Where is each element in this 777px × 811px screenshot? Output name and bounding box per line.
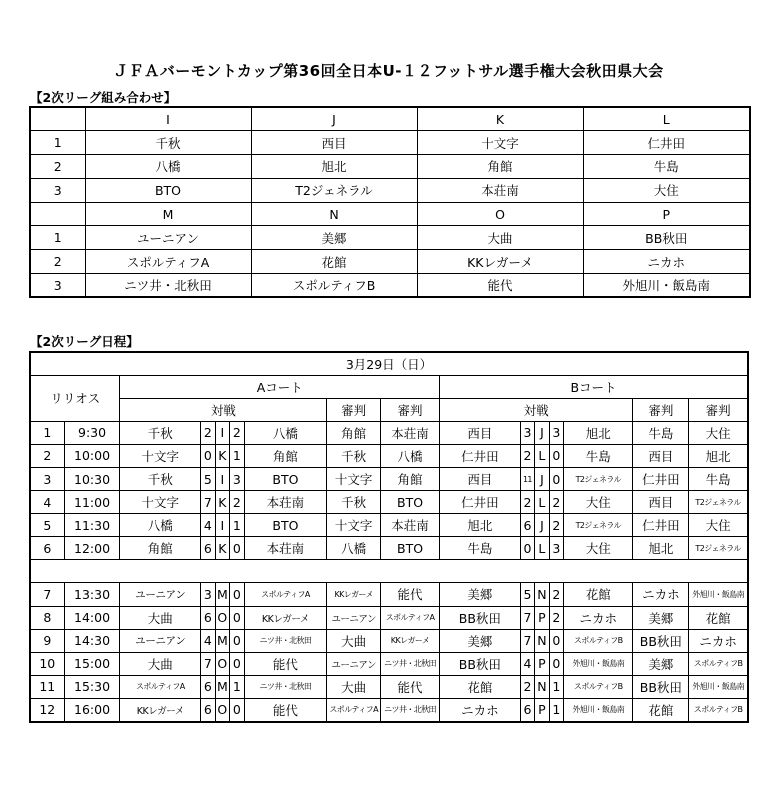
away-score: 1 (230, 675, 244, 698)
team-name: ニカホ (583, 250, 750, 274)
away-team: 外旭川・飯島南 (564, 652, 633, 675)
home-team: 大曲 (120, 606, 201, 629)
home-team: 西目 (440, 421, 521, 444)
group-letter: P (535, 698, 549, 721)
away-score: 2 (230, 421, 244, 444)
away-team: ニツ井・北秋田 (244, 675, 327, 698)
referee-1: 十文字 (327, 514, 381, 537)
home-score: 7 (201, 652, 215, 675)
group-row (30, 155, 750, 179)
group-letter: O (215, 606, 229, 629)
match-row (30, 698, 748, 721)
away-team: 大住 (564, 491, 633, 514)
home-team: 美郷 (440, 583, 521, 606)
referee-1: 花館 (633, 698, 689, 721)
referee-2: 本荘南 (381, 514, 440, 537)
home-team: 八橋 (120, 514, 201, 537)
home-score: 2 (201, 421, 215, 444)
home-team: 旭北 (440, 514, 521, 537)
match-number: 9 (30, 629, 64, 652)
referee-1: ユーニアン (327, 652, 381, 675)
referee-2: 能代 (381, 675, 440, 698)
group-letter: J (535, 421, 549, 444)
home-score: 3 (520, 421, 534, 444)
referee-2: 本荘南 (381, 421, 440, 444)
referee-1: ユーニアン (327, 606, 381, 629)
away-team: スポルティフB (564, 675, 633, 698)
match-number: 12 (30, 698, 64, 721)
referee-1: 西目 (633, 491, 689, 514)
court-b-match-header: 対戦 (440, 398, 633, 421)
away-score: 1 (549, 675, 563, 698)
home-team: 角館 (120, 537, 201, 560)
team-name: 八橋 (85, 155, 251, 179)
group-header: K (417, 107, 583, 131)
home-team: 仁井田 (440, 444, 521, 467)
referee-1: 美郷 (633, 606, 689, 629)
home-score: 11 (520, 467, 534, 490)
away-team: 大住 (564, 537, 633, 560)
venue-name: リリオス (30, 375, 120, 421)
away-team: 角館 (244, 444, 327, 467)
home-team: ユーニアン (120, 629, 201, 652)
team-name: ニツ井・北秋田 (85, 274, 251, 298)
referee-1: 仁井田 (633, 467, 689, 490)
referee-1: 角館 (327, 421, 381, 444)
away-team: スポルティフA (244, 583, 327, 606)
home-score: 5 (201, 467, 215, 490)
group-letter: M (215, 675, 229, 698)
referee-2: BTO (381, 491, 440, 514)
match-time: 10:00 (64, 444, 120, 467)
team-name: 牛島 (583, 155, 750, 179)
referee-1: 千秋 (327, 491, 381, 514)
schedule-table (29, 351, 749, 723)
referee-1: 仁井田 (633, 514, 689, 537)
team-name: スポルティフB (251, 274, 417, 298)
referee-2: 大住 (689, 421, 748, 444)
away-team: T2ジェネラル (564, 467, 633, 490)
group-header: P (583, 202, 750, 226)
away-score: 3 (549, 537, 563, 560)
group-header: N (251, 202, 417, 226)
home-score: 7 (520, 629, 534, 652)
team-name: BB秋田 (583, 226, 750, 250)
team-name: ユーニアン (85, 226, 251, 250)
away-team: 外旭川・飯島南 (564, 698, 633, 721)
away-score: 0 (549, 629, 563, 652)
group-letter: I (215, 514, 229, 537)
group-letter: K (215, 537, 229, 560)
group-header-row (30, 202, 750, 226)
match-number: 10 (30, 652, 64, 675)
referee-2: T2ジェネラル (689, 537, 748, 560)
referee-1: BB秋田 (633, 629, 689, 652)
home-score: 4 (201, 514, 215, 537)
team-name: T2ジェネラル (251, 178, 417, 202)
blank-cell (30, 202, 85, 226)
group-letter: L (535, 537, 549, 560)
referee-2: スポルティフB (689, 652, 748, 675)
away-score: 0 (549, 444, 563, 467)
group-header: O (417, 202, 583, 226)
away-score: 1 (230, 514, 244, 537)
match-time: 15:30 (64, 675, 120, 698)
away-score: 2 (230, 491, 244, 514)
team-name: 千秋 (85, 131, 251, 155)
away-score: 3 (230, 467, 244, 490)
match-row (30, 583, 748, 606)
referee-1: 千秋 (327, 444, 381, 467)
home-team: 牛島 (440, 537, 521, 560)
group-header: I (85, 107, 251, 131)
group-letter: N (535, 629, 549, 652)
match-number: 1 (30, 421, 64, 444)
away-team: 本荘南 (244, 537, 327, 560)
away-score: 0 (230, 606, 244, 629)
team-name: 本荘南 (417, 178, 583, 202)
match-number: 8 (30, 606, 64, 629)
referee-2: 大住 (689, 514, 748, 537)
match-row (30, 467, 748, 490)
match-row (30, 606, 748, 629)
team-name: 大曲 (417, 226, 583, 250)
away-score: 2 (549, 583, 563, 606)
team-name: スポルティフA (85, 250, 251, 274)
match-time: 14:00 (64, 606, 120, 629)
home-team: 千秋 (120, 421, 201, 444)
court-a-referee1-header: 審判 (327, 398, 381, 421)
away-team: 本荘南 (244, 491, 327, 514)
group-row (30, 131, 750, 155)
group-row (30, 178, 750, 202)
referee-2: T2ジェネラル (689, 491, 748, 514)
seed-number: 1 (30, 226, 85, 250)
group-letter: P (535, 652, 549, 675)
home-score: 0 (520, 537, 534, 560)
away-score: 0 (230, 652, 244, 675)
referee-1: 八橋 (327, 537, 381, 560)
home-score: 6 (520, 514, 534, 537)
court-a-header: Aコート (120, 375, 440, 398)
court-b-header: Bコート (440, 375, 748, 398)
match-time: 15:00 (64, 652, 120, 675)
group-header-row (30, 107, 750, 131)
match-time: 12:00 (64, 537, 120, 560)
home-score: 5 (520, 583, 534, 606)
match-row (30, 629, 748, 652)
away-score: 2 (549, 491, 563, 514)
referee-2: ニツ井・北秋田 (381, 698, 440, 721)
group-row (30, 226, 750, 250)
match-row (30, 491, 748, 514)
away-score: 0 (230, 629, 244, 652)
home-team: ユーニアン (120, 583, 201, 606)
referee-2: 牛島 (689, 467, 748, 490)
home-score: 0 (201, 444, 215, 467)
match-time: 9:30 (64, 421, 120, 444)
court-b-referee2-header: 審判 (689, 398, 748, 421)
seed-number: 1 (30, 131, 85, 155)
match-number: 5 (30, 514, 64, 537)
match-row (30, 514, 748, 537)
match-row (30, 444, 748, 467)
home-team: 西目 (440, 467, 521, 490)
group-header: L (583, 107, 750, 131)
home-team: スポルティフA (120, 675, 201, 698)
referee-2: ニツ井・北秋田 (381, 652, 440, 675)
seed-number: 2 (30, 155, 85, 179)
referee-2: 外旭川・飯島南 (689, 583, 748, 606)
seed-number: 2 (30, 250, 85, 274)
away-score: 2 (549, 606, 563, 629)
away-score: 0 (549, 467, 563, 490)
home-score: 7 (520, 606, 534, 629)
home-team: KKレガーメ (120, 698, 201, 721)
match-number: 7 (30, 583, 64, 606)
group-letter: N (535, 583, 549, 606)
away-team: 八橋 (244, 421, 327, 444)
league-section-title: 【2次リーグ組み合わせ】 (30, 90, 177, 105)
away-team: 能代 (244, 652, 327, 675)
match-number: 4 (30, 491, 64, 514)
referee-2: 花館 (689, 606, 748, 629)
referee-2: BTO (381, 537, 440, 560)
group-letter: K (215, 444, 229, 467)
match-row (30, 652, 748, 675)
group-letter: I (215, 467, 229, 490)
home-score: 4 (201, 629, 215, 652)
referee-1: 大曲 (327, 675, 381, 698)
referee-1: KKレガーメ (327, 583, 381, 606)
away-team: KKレガーメ (244, 606, 327, 629)
court-b-referee1-header: 審判 (633, 398, 689, 421)
referee-1: 美郷 (633, 652, 689, 675)
group-letter: L (535, 491, 549, 514)
away-team: BTO (244, 514, 327, 537)
away-score: 1 (549, 698, 563, 721)
referee-2: スポルティフA (381, 606, 440, 629)
match-time: 10:30 (64, 467, 120, 490)
team-name: 大住 (583, 178, 750, 202)
match-time: 11:30 (64, 514, 120, 537)
group-row (30, 274, 750, 298)
away-team: ニカホ (564, 606, 633, 629)
match-number: 3 (30, 467, 64, 490)
away-score: 3 (549, 421, 563, 444)
away-score: 2 (549, 514, 563, 537)
referee-2: 旭北 (689, 444, 748, 467)
schedule-date: 3月29日（日） (30, 352, 748, 375)
match-number: 2 (30, 444, 64, 467)
away-team: 花館 (564, 583, 633, 606)
home-score: 6 (520, 698, 534, 721)
match-row (30, 421, 748, 444)
match-time: 11:00 (64, 491, 120, 514)
match-time: 13:30 (64, 583, 120, 606)
team-name: KKレガーメ (417, 250, 583, 274)
home-score: 2 (520, 444, 534, 467)
match-row (30, 675, 748, 698)
blank-cell (30, 107, 85, 131)
break-row (30, 560, 748, 583)
away-score: 0 (230, 698, 244, 721)
group-letter: P (535, 606, 549, 629)
team-name: BTO (85, 178, 251, 202)
away-score: 1 (230, 444, 244, 467)
match-number: 6 (30, 537, 64, 560)
group-letter: L (535, 444, 549, 467)
team-name: 十文字 (417, 131, 583, 155)
group-table (29, 106, 751, 298)
team-name: 西目 (251, 131, 417, 155)
home-team: 十文字 (120, 491, 201, 514)
referee-2: スポルティフB (689, 698, 748, 721)
home-score: 7 (201, 491, 215, 514)
referee-2: 角館 (381, 467, 440, 490)
match-time: 14:30 (64, 629, 120, 652)
group-letter: O (215, 652, 229, 675)
group-letter: O (215, 698, 229, 721)
group-row (30, 250, 750, 274)
referee-1: 大曲 (327, 629, 381, 652)
team-name: 旭北 (251, 155, 417, 179)
team-name: 外旭川・飯島南 (583, 274, 750, 298)
referee-1: 十文字 (327, 467, 381, 490)
referee-1: 西目 (633, 444, 689, 467)
group-letter: J (535, 467, 549, 490)
away-team: T2ジェネラル (564, 514, 633, 537)
group-letter: K (215, 491, 229, 514)
seed-number: 3 (30, 274, 85, 298)
team-name: 仁井田 (583, 131, 750, 155)
referee-2: 能代 (381, 583, 440, 606)
page-title: ＪＦＡバーモントカップ第36回全日本U-１２フットサル選手権大会秋田県大会 (113, 62, 664, 80)
home-team: ニカホ (440, 698, 521, 721)
referee-2: 外旭川・飯島南 (689, 675, 748, 698)
group-letter: M (215, 629, 229, 652)
team-name: 能代 (417, 274, 583, 298)
group-letter: J (535, 514, 549, 537)
referee-1: スポルティフA (327, 698, 381, 721)
team-name: 角館 (417, 155, 583, 179)
away-score: 0 (230, 537, 244, 560)
away-team: 牛島 (564, 444, 633, 467)
referee-2: 八橋 (381, 444, 440, 467)
group-header: M (85, 202, 251, 226)
home-score: 2 (520, 675, 534, 698)
away-team: 能代 (244, 698, 327, 721)
referee-1: ニカホ (633, 583, 689, 606)
away-score: 0 (230, 583, 244, 606)
home-team: 美郷 (440, 629, 521, 652)
referee-1: BB秋田 (633, 675, 689, 698)
group-letter: M (215, 583, 229, 606)
match-row (30, 537, 748, 560)
home-team: 花館 (440, 675, 521, 698)
home-score: 6 (201, 675, 215, 698)
home-score: 6 (201, 606, 215, 629)
court-a-match-header: 対戦 (120, 398, 327, 421)
group-header: J (251, 107, 417, 131)
home-score: 2 (520, 491, 534, 514)
away-team: 旭北 (564, 421, 633, 444)
seed-number: 3 (30, 178, 85, 202)
home-score: 3 (201, 583, 215, 606)
referee-2: ニカホ (689, 629, 748, 652)
team-name: 花館 (251, 250, 417, 274)
home-team: 大曲 (120, 652, 201, 675)
home-team: BB秋田 (440, 606, 521, 629)
home-score: 6 (201, 698, 215, 721)
referee-1: 旭北 (633, 537, 689, 560)
break-cell (30, 560, 748, 583)
away-team: BTO (244, 467, 327, 490)
schedule-section-title: 【2次リーグ日程】 (30, 334, 139, 349)
away-team: スポルティフB (564, 629, 633, 652)
home-team: 十文字 (120, 444, 201, 467)
home-team: BB秋田 (440, 652, 521, 675)
home-team: 仁井田 (440, 491, 521, 514)
court-a-referee2-header: 審判 (381, 398, 440, 421)
group-letter: N (535, 675, 549, 698)
group-letter: I (215, 421, 229, 444)
home-team: 千秋 (120, 467, 201, 490)
team-name: 美郷 (251, 226, 417, 250)
match-number: 11 (30, 675, 64, 698)
home-score: 6 (201, 537, 215, 560)
match-time: 16:00 (64, 698, 120, 721)
home-score: 4 (520, 652, 534, 675)
referee-2: KKレガーメ (381, 629, 440, 652)
away-score: 0 (549, 652, 563, 675)
referee-1: 牛島 (633, 421, 689, 444)
away-team: ニツ井・北秋田 (244, 629, 327, 652)
